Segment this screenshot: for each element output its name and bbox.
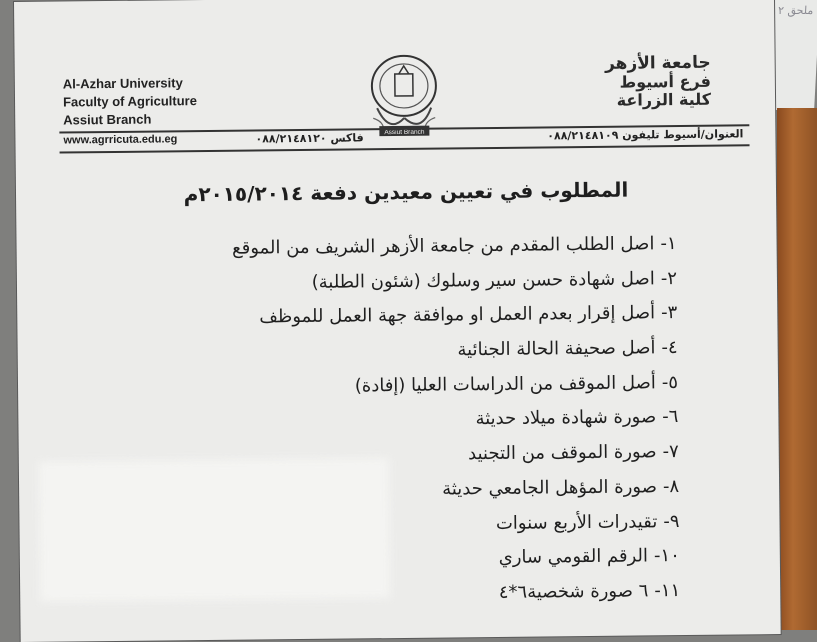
list-item [118,401,678,442]
blurred-region [39,458,390,602]
fax-text: فاكس ٠٨٨/٢١٤٨١٢٠ [255,131,364,146]
university-name-ar: جامعة الأزهر [604,52,711,74]
item-text: اصل شهادة حسن سير وسلوك (شئون الطلبة) [311,267,655,293]
list-item [118,331,678,372]
item-number: ٧- [662,441,679,463]
item-number: ٤- [661,337,678,359]
faculty-name-ar: كلية الزراعة [616,89,712,110]
item-text: أصل الموقف من الدراسات العليا (إفادة) [354,372,656,397]
branch-name-en: Assiut Branch [63,111,152,128]
item-text: الرقم القومي ساري [498,545,649,569]
address-phone-text: العنوان/أسيوط تليفون ٠٨٨/٢١٤٨١٠٩ [547,127,744,143]
item-text: ٦ صورة شخصية٦*٤ [498,580,649,603]
item-text: صورة المؤهل الجامعي حديثة [442,476,658,500]
list-item [118,366,678,407]
item-text: تقيدرات الأربع سنوات [495,510,658,534]
seal-caption: Assiut Branch [384,128,425,137]
arabic-letterhead [605,53,711,110]
item-text: صورة شهادة ميلاد حديثة [475,406,657,430]
item-text: صورة الموقف من التجنيد [467,441,657,465]
item-number: ٢- [660,267,678,289]
item-number: ٨- [662,475,680,498]
item-number: ٦- [662,406,679,428]
english-letterhead [63,74,197,129]
wooden-desk-edge [777,108,817,630]
item-text: أصل إقرار بعدم العمل او موافقة جهة العمل للموظف [259,302,656,328]
side-paper-text: ملحق ٢ [777,4,814,17]
website-text: www.agrricuta.edu.eg [63,133,178,147]
item-number: ١٠- [653,545,680,567]
item-number: ٩- [663,510,680,532]
item-number: ٣- [661,302,678,324]
item-number: ٥- [661,371,679,393]
branch-name-ar: فرع أسيوط [619,71,711,92]
list-item [117,296,677,337]
list-item [116,227,676,268]
item-text: اصل الطلب المقدم من جامعة الأزهر الشريف من الموقع [231,233,655,259]
item-text: أصل صحيفة الحالة الجنائية [457,337,656,361]
university-name-en: Al-Azhar University [62,75,183,92]
contact-bar [59,124,749,153]
document-title: المطلوب في تعيين معيدين دفعة ٢٠١٥/٢٠١٤م [183,177,629,207]
item-number: ١١- [654,579,681,602]
faculty-name-en: Faculty of Agriculture [62,93,197,110]
document-page [14,0,781,642]
item-number: ١- [660,233,677,255]
list-item [117,262,677,303]
